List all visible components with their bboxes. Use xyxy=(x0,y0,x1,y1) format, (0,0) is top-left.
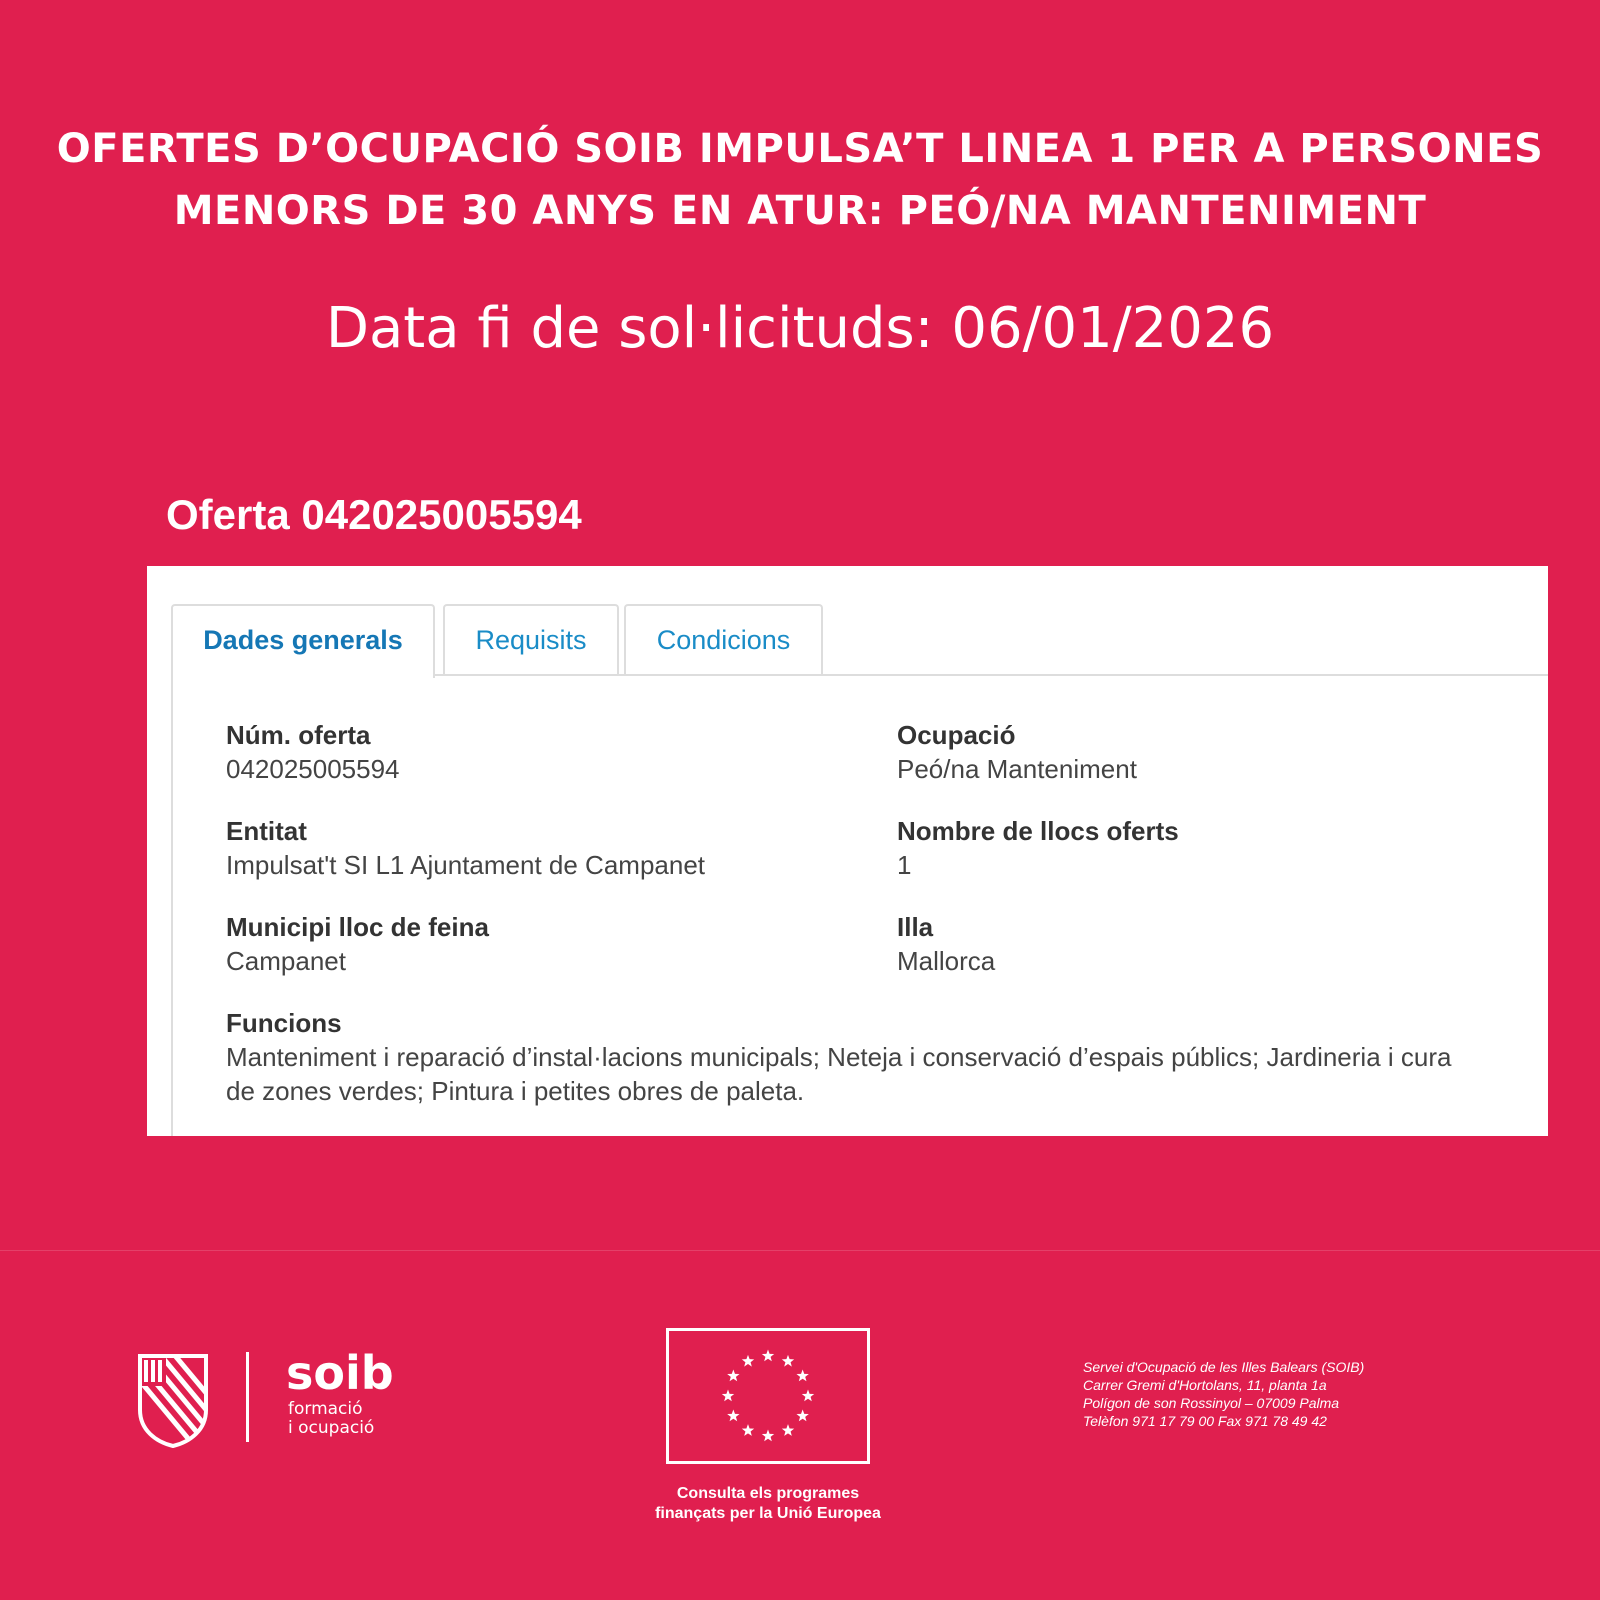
eu-caption[interactable] xyxy=(600,1484,936,1524)
soib-logo xyxy=(136,1346,394,1452)
eu-star-icon xyxy=(782,1355,794,1367)
field-label: Municipi lloc de feina xyxy=(226,912,489,942)
eu-star-icon xyxy=(796,1370,808,1382)
eu-star-icon xyxy=(802,1390,814,1402)
eu-star-icon xyxy=(782,1424,794,1436)
eu-star-icon xyxy=(742,1424,754,1436)
eu-star-icon xyxy=(762,1430,774,1442)
balearic-government-shield-icon xyxy=(136,1352,210,1448)
field-municipi xyxy=(226,910,489,978)
headline-line-2: MENORS DE 30 ANYS EN ATUR: PEÓ/NA MANTENIMENT xyxy=(173,188,1427,234)
soib-tagline-line-1: formació xyxy=(288,1399,363,1419)
field-value: Campanet xyxy=(226,946,346,976)
eu-star-icon xyxy=(762,1350,774,1362)
field-label: Ocupació xyxy=(897,720,1016,750)
field-value: Mallorca xyxy=(897,946,996,976)
footer-divider xyxy=(0,1250,1600,1251)
field-illa xyxy=(897,910,995,978)
field-nombre-llocs xyxy=(897,814,1179,882)
contact-info xyxy=(1083,1358,1364,1430)
offer-title: Oferta 042025005594 xyxy=(166,491,582,538)
field-funcions xyxy=(226,1006,1486,1108)
eu-star-icon xyxy=(796,1410,808,1422)
eu-star-icon xyxy=(722,1390,734,1402)
field-value: 042025005594 xyxy=(226,754,400,784)
eu-caption-line-2: finançats per la Unió Europea xyxy=(655,1505,881,1522)
soib-tagline-line-2: i ocupació xyxy=(288,1418,375,1438)
headline xyxy=(0,118,1600,242)
field-value: Peó/na Manteniment xyxy=(897,754,1137,784)
contact-line-3: Polígon de son Rossinyol – 07009 Palma xyxy=(1083,1395,1340,1411)
field-value: 1 xyxy=(897,850,912,880)
field-entitat xyxy=(226,814,705,882)
soib-tagline xyxy=(288,1400,374,1438)
field-value: Manteniment i reparació d’instal·lacions municipals; Neteja i conservació d’espais públics; Jardineria i cura de zones verdes; Pintura i petites obres de paleta. xyxy=(226,1042,1452,1106)
field-num-oferta xyxy=(226,718,400,786)
field-value: Impulsat't SI L1 Ajuntament de Campanet xyxy=(226,850,706,880)
contact-line-2: Carrer Gremi d'Hortolans, 11, planta 1a xyxy=(1083,1377,1327,1393)
logo-divider xyxy=(246,1352,249,1442)
eu-star-icon xyxy=(727,1410,739,1422)
eu-star-icon xyxy=(742,1355,754,1367)
field-label: Núm. oferta xyxy=(226,720,371,750)
field-label: Illa xyxy=(897,912,934,942)
application-deadline: Data fi de sol·licituds: 06/01/2026 xyxy=(325,296,1275,361)
contact-line-1: Servei d'Ocupació de les Illes Balears (SOIB) xyxy=(1083,1359,1365,1375)
tab-condicions[interactable]: Condicions xyxy=(624,604,823,674)
eu-caption-line-1: Consulta els programes xyxy=(676,1485,860,1502)
field-label: Funcions xyxy=(226,1008,342,1038)
field-ocupacio xyxy=(897,718,1137,786)
eu-flag-icon xyxy=(666,1328,870,1464)
soib-wordmark: soib xyxy=(286,1346,394,1400)
field-label: Nombre de llocs oferts xyxy=(897,816,1179,846)
eu-star-icon xyxy=(727,1370,739,1382)
offer-panel xyxy=(147,566,1548,1136)
contact-line-4: Telèfon 971 17 79 00 Fax 971 78 49 42 xyxy=(1083,1413,1327,1429)
tab-requisits[interactable]: Requisits xyxy=(443,604,619,674)
field-label: Entitat xyxy=(226,816,307,846)
panel-left-border xyxy=(171,674,173,1136)
tab-dades-generals[interactable]: Dades generals xyxy=(171,604,435,678)
headline-line-1: OFERTES D’OCUPACIÓ SOIB IMPULSA’T LINEA 1 PER A PERSONES xyxy=(56,126,1544,172)
